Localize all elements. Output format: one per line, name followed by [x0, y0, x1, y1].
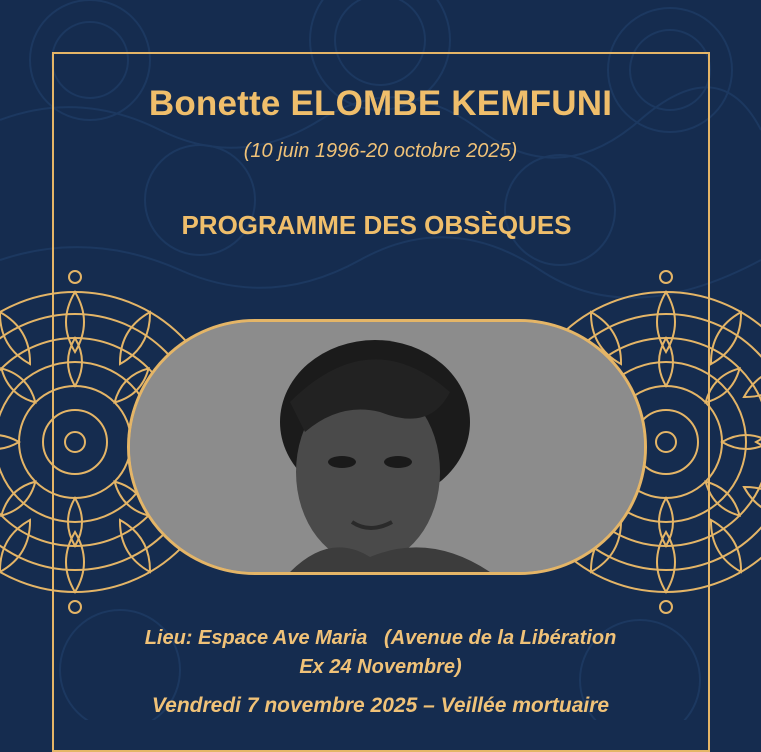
location-line-1: Lieu: Espace Ave Maria (Avenue de la Libération	[144, 627, 617, 649]
portrait-icon	[130, 322, 644, 572]
portrait-photo	[127, 319, 647, 575]
deceased-name: Bonette ELOMBE KEMFUNI	[148, 84, 613, 123]
programme-heading: PROGRAMME DES OBSÈQUES	[181, 210, 572, 240]
event-friday: Vendredi 7 novembre 2025 – Veillée mortuaire	[151, 694, 610, 717]
location-line-2: Ex 24 Novembre)	[299, 656, 462, 678]
life-dates: (10 juin 1996-20 octobre 2025)	[243, 140, 518, 162]
location-info	[0, 624, 761, 682]
